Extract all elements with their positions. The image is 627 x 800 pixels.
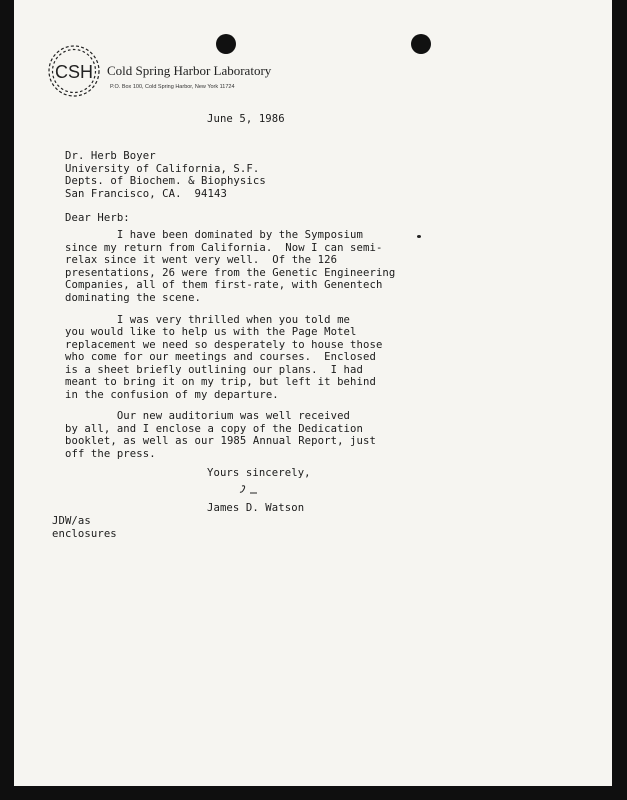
salutation: Dear Herb: <box>65 212 130 224</box>
recipient-line: University of California, S.F. <box>65 163 260 175</box>
body-line: I have been dominated by the Symposium <box>65 229 363 241</box>
body-line: off the press. <box>65 448 156 460</box>
recipient-line: San Francisco, CA. 94143 <box>65 188 227 200</box>
letter-page <box>14 0 612 786</box>
csh-logo <box>44 43 104 99</box>
body-line: Our new auditorium was well received <box>65 410 351 422</box>
body-line: Companies, all of them first-rate, with Genentech <box>65 279 383 291</box>
ink-speck <box>417 235 421 238</box>
letter-date: June 5, 1986 <box>207 113 285 125</box>
signature-name: James D. Watson <box>207 502 305 514</box>
body-line: relax since it went very well. Of the 126 <box>65 254 338 266</box>
body-line: by all, and I enclose a copy of the Dedication <box>65 423 363 435</box>
body-line: in the confusion of my departure. <box>65 389 279 401</box>
punch-hole-right <box>411 34 431 54</box>
signature-mark <box>238 484 260 496</box>
typist-initials: JDW/as <box>52 515 91 527</box>
body-line: replacement we need so desperately to house those <box>65 339 383 351</box>
body-line: I was very thrilled when you told me <box>65 314 351 326</box>
body-line: you would like to help us with the Page Motel <box>65 326 357 338</box>
logo-text: CSH <box>54 62 94 82</box>
body-line: is a sheet briefly outlining our plans. I had <box>65 364 363 376</box>
body-line: booklet, as well as our 1985 Annual Report, just <box>65 435 376 447</box>
body-line: who come for our meetings and courses. Enclosed <box>65 351 376 363</box>
body-line: meant to bring it on my trip, but left it behind <box>65 376 376 388</box>
body-line: since my return from California. Now I can semi- <box>65 242 383 254</box>
lab-name: Cold Spring Harbor Laboratory <box>107 63 272 78</box>
closing: Yours sincerely, <box>207 467 311 479</box>
enclosures-note: enclosures <box>52 528 117 540</box>
body-line: dominating the scene. <box>65 292 202 304</box>
recipient-line: Dr. Herb Boyer <box>65 150 156 162</box>
lab-address: P.O. Box 100, Cold Spring Harbor, New York 11724 <box>110 84 235 90</box>
punch-hole-left <box>216 34 236 54</box>
recipient-line: Depts. of Biochem. & Biophysics <box>65 175 266 187</box>
body-line: presentations, 26 were from the Genetic Engineering <box>65 267 396 279</box>
